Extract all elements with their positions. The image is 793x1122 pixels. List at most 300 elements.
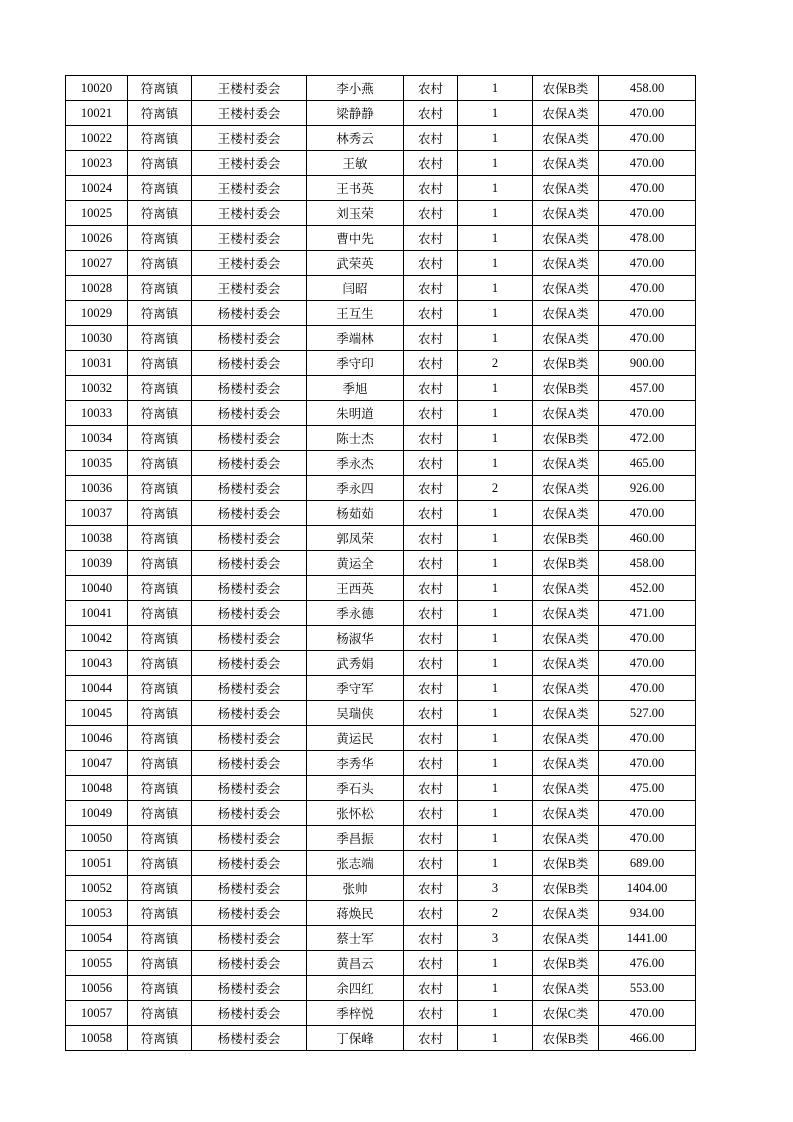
cell-village: 杨楼村委会 xyxy=(192,301,307,326)
cell-name: 陈士杰 xyxy=(307,426,404,451)
cell-count: 1 xyxy=(458,426,533,451)
benefits-table xyxy=(65,75,696,1051)
cell-amount: 466.00 xyxy=(599,1026,696,1051)
cell-category: 农村 xyxy=(404,276,458,301)
table-row xyxy=(66,251,696,276)
cell-village: 王楼村委会 xyxy=(192,201,307,226)
table-row xyxy=(66,576,696,601)
cell-insurance-class: 农保A类 xyxy=(533,176,599,201)
cell-town: 符离镇 xyxy=(128,176,192,201)
cell-village: 杨楼村委会 xyxy=(192,426,307,451)
cell-name: 张志端 xyxy=(307,851,404,876)
cell-village: 杨楼村委会 xyxy=(192,801,307,826)
cell-insurance-class: 农保A类 xyxy=(533,576,599,601)
cell-amount: 460.00 xyxy=(599,526,696,551)
cell-name: 季梓悦 xyxy=(307,1001,404,1026)
cell-count: 1 xyxy=(458,326,533,351)
cell-amount: 926.00 xyxy=(599,476,696,501)
cell-amount: 470.00 xyxy=(599,626,696,651)
cell-insurance-class: 农保A类 xyxy=(533,926,599,951)
cell-insurance-class: 农保B类 xyxy=(533,951,599,976)
table-row xyxy=(66,751,696,776)
cell-village: 杨楼村委会 xyxy=(192,751,307,776)
cell-id: 10051 xyxy=(66,851,128,876)
cell-id: 10044 xyxy=(66,676,128,701)
cell-town: 符离镇 xyxy=(128,226,192,251)
cell-name: 刘玉荣 xyxy=(307,201,404,226)
cell-village: 杨楼村委会 xyxy=(192,376,307,401)
cell-count: 1 xyxy=(458,376,533,401)
cell-town: 符离镇 xyxy=(128,326,192,351)
cell-town: 符离镇 xyxy=(128,476,192,501)
table-body xyxy=(66,76,696,1051)
cell-insurance-class: 农保A类 xyxy=(533,501,599,526)
cell-category: 农村 xyxy=(404,651,458,676)
cell-count: 1 xyxy=(458,401,533,426)
cell-id: 10022 xyxy=(66,126,128,151)
table-row xyxy=(66,901,696,926)
cell-insurance-class: 农保A类 xyxy=(533,976,599,1001)
cell-category: 农村 xyxy=(404,251,458,276)
cell-category: 农村 xyxy=(404,676,458,701)
cell-town: 符离镇 xyxy=(128,701,192,726)
cell-name: 季守军 xyxy=(307,676,404,701)
cell-insurance-class: 农保A类 xyxy=(533,651,599,676)
cell-name: 武荣英 xyxy=(307,251,404,276)
cell-insurance-class: 农保A类 xyxy=(533,326,599,351)
cell-category: 农村 xyxy=(404,776,458,801)
cell-village: 杨楼村委会 xyxy=(192,601,307,626)
cell-name: 王互生 xyxy=(307,301,404,326)
cell-village: 杨楼村委会 xyxy=(192,476,307,501)
table-row xyxy=(66,676,696,701)
cell-insurance-class: 农保A类 xyxy=(533,676,599,701)
cell-count: 1 xyxy=(458,676,533,701)
cell-name: 张怀松 xyxy=(307,801,404,826)
cell-category: 农村 xyxy=(404,926,458,951)
cell-count: 1 xyxy=(458,76,533,101)
cell-amount: 900.00 xyxy=(599,351,696,376)
cell-category: 农村 xyxy=(404,476,458,501)
cell-count: 1 xyxy=(458,501,533,526)
cell-id: 10027 xyxy=(66,251,128,276)
cell-village: 杨楼村委会 xyxy=(192,1026,307,1051)
cell-amount: 689.00 xyxy=(599,851,696,876)
cell-id: 10058 xyxy=(66,1026,128,1051)
table-row xyxy=(66,226,696,251)
table-row xyxy=(66,501,696,526)
cell-category: 农村 xyxy=(404,801,458,826)
cell-village: 王楼村委会 xyxy=(192,76,307,101)
cell-category: 农村 xyxy=(404,176,458,201)
cell-category: 农村 xyxy=(404,226,458,251)
cell-name: 蒋焕民 xyxy=(307,901,404,926)
table-row xyxy=(66,1026,696,1051)
cell-name: 季石头 xyxy=(307,776,404,801)
cell-town: 符离镇 xyxy=(128,801,192,826)
cell-insurance-class: 农保A类 xyxy=(533,101,599,126)
cell-insurance-class: 农保A类 xyxy=(533,901,599,926)
cell-name: 张帅 xyxy=(307,876,404,901)
cell-amount: 470.00 xyxy=(599,501,696,526)
cell-id: 10046 xyxy=(66,726,128,751)
cell-town: 符离镇 xyxy=(128,751,192,776)
cell-amount: 470.00 xyxy=(599,151,696,176)
cell-amount: 470.00 xyxy=(599,126,696,151)
cell-town: 符离镇 xyxy=(128,351,192,376)
cell-amount: 458.00 xyxy=(599,76,696,101)
cell-category: 农村 xyxy=(404,501,458,526)
cell-category: 农村 xyxy=(404,751,458,776)
cell-name: 余四红 xyxy=(307,976,404,1001)
cell-name: 郭凤荣 xyxy=(307,526,404,551)
cell-count: 1 xyxy=(458,726,533,751)
cell-amount: 470.00 xyxy=(599,651,696,676)
table-row xyxy=(66,301,696,326)
cell-name: 黄运民 xyxy=(307,726,404,751)
cell-name: 武秀娟 xyxy=(307,651,404,676)
cell-village: 王楼村委会 xyxy=(192,176,307,201)
cell-village: 杨楼村委会 xyxy=(192,626,307,651)
cell-insurance-class: 农保A类 xyxy=(533,151,599,176)
cell-amount: 470.00 xyxy=(599,826,696,851)
cell-category: 农村 xyxy=(404,1001,458,1026)
cell-id: 10026 xyxy=(66,226,128,251)
table-row xyxy=(66,976,696,1001)
cell-town: 符离镇 xyxy=(128,426,192,451)
cell-village: 杨楼村委会 xyxy=(192,826,307,851)
cell-count: 1 xyxy=(458,651,533,676)
cell-name: 曹中先 xyxy=(307,226,404,251)
cell-amount: 478.00 xyxy=(599,226,696,251)
cell-id: 10039 xyxy=(66,551,128,576)
cell-count: 1 xyxy=(458,151,533,176)
cell-id: 10038 xyxy=(66,526,128,551)
cell-category: 农村 xyxy=(404,151,458,176)
cell-amount: 470.00 xyxy=(599,751,696,776)
cell-amount: 1404.00 xyxy=(599,876,696,901)
table-row xyxy=(66,876,696,901)
cell-amount: 470.00 xyxy=(599,251,696,276)
cell-insurance-class: 农保B类 xyxy=(533,76,599,101)
cell-amount: 934.00 xyxy=(599,901,696,926)
cell-category: 农村 xyxy=(404,526,458,551)
table-row xyxy=(66,626,696,651)
cell-name: 季旭 xyxy=(307,376,404,401)
cell-village: 杨楼村委会 xyxy=(192,926,307,951)
cell-amount: 476.00 xyxy=(599,951,696,976)
cell-town: 符离镇 xyxy=(128,1001,192,1026)
table-row xyxy=(66,76,696,101)
cell-category: 农村 xyxy=(404,601,458,626)
cell-village: 杨楼村委会 xyxy=(192,651,307,676)
cell-town: 符离镇 xyxy=(128,76,192,101)
cell-name: 蔡士军 xyxy=(307,926,404,951)
cell-count: 1 xyxy=(458,851,533,876)
cell-town: 符离镇 xyxy=(128,651,192,676)
cell-insurance-class: 农保B类 xyxy=(533,426,599,451)
cell-category: 农村 xyxy=(404,101,458,126)
cell-count: 1 xyxy=(458,451,533,476)
table-row xyxy=(66,801,696,826)
cell-id: 10034 xyxy=(66,426,128,451)
cell-insurance-class: 农保A类 xyxy=(533,226,599,251)
cell-amount: 470.00 xyxy=(599,801,696,826)
cell-id: 10036 xyxy=(66,476,128,501)
cell-count: 1 xyxy=(458,176,533,201)
cell-name: 王书英 xyxy=(307,176,404,201)
cell-insurance-class: 农保B类 xyxy=(533,551,599,576)
cell-town: 符离镇 xyxy=(128,1026,192,1051)
cell-id: 10055 xyxy=(66,951,128,976)
cell-id: 10050 xyxy=(66,826,128,851)
cell-count: 2 xyxy=(458,901,533,926)
cell-category: 农村 xyxy=(404,1026,458,1051)
cell-amount: 471.00 xyxy=(599,601,696,626)
cell-town: 符离镇 xyxy=(128,151,192,176)
cell-town: 符离镇 xyxy=(128,251,192,276)
cell-category: 农村 xyxy=(404,126,458,151)
cell-amount: 470.00 xyxy=(599,401,696,426)
cell-village: 杨楼村委会 xyxy=(192,501,307,526)
cell-name: 林秀云 xyxy=(307,126,404,151)
cell-village: 杨楼村委会 xyxy=(192,401,307,426)
cell-id: 10033 xyxy=(66,401,128,426)
cell-count: 1 xyxy=(458,276,533,301)
cell-town: 符离镇 xyxy=(128,926,192,951)
cell-id: 10025 xyxy=(66,201,128,226)
cell-count: 1 xyxy=(458,1026,533,1051)
cell-village: 杨楼村委会 xyxy=(192,526,307,551)
cell-id: 10048 xyxy=(66,776,128,801)
cell-count: 1 xyxy=(458,776,533,801)
cell-name: 季永德 xyxy=(307,601,404,626)
cell-count: 1 xyxy=(458,201,533,226)
cell-id: 10040 xyxy=(66,576,128,601)
cell-village: 王楼村委会 xyxy=(192,251,307,276)
table-row xyxy=(66,276,696,301)
cell-category: 农村 xyxy=(404,301,458,326)
cell-amount: 527.00 xyxy=(599,701,696,726)
cell-village: 杨楼村委会 xyxy=(192,901,307,926)
cell-town: 符离镇 xyxy=(128,526,192,551)
cell-amount: 475.00 xyxy=(599,776,696,801)
table-row xyxy=(66,926,696,951)
cell-category: 农村 xyxy=(404,851,458,876)
cell-town: 符离镇 xyxy=(128,126,192,151)
cell-village: 杨楼村委会 xyxy=(192,326,307,351)
cell-village: 杨楼村委会 xyxy=(192,1001,307,1026)
table-row xyxy=(66,151,696,176)
cell-village: 杨楼村委会 xyxy=(192,676,307,701)
cell-amount: 470.00 xyxy=(599,276,696,301)
cell-id: 10028 xyxy=(66,276,128,301)
cell-name: 季守印 xyxy=(307,351,404,376)
cell-insurance-class: 农保A类 xyxy=(533,126,599,151)
table-row xyxy=(66,1001,696,1026)
table-row xyxy=(66,726,696,751)
cell-category: 农村 xyxy=(404,376,458,401)
cell-id: 10047 xyxy=(66,751,128,776)
table-row xyxy=(66,476,696,501)
cell-count: 3 xyxy=(458,876,533,901)
cell-name: 黄昌云 xyxy=(307,951,404,976)
cell-insurance-class: 农保A类 xyxy=(533,476,599,501)
cell-count: 1 xyxy=(458,976,533,1001)
cell-count: 1 xyxy=(458,551,533,576)
cell-category: 农村 xyxy=(404,451,458,476)
cell-count: 1 xyxy=(458,826,533,851)
cell-town: 符离镇 xyxy=(128,501,192,526)
cell-amount: 472.00 xyxy=(599,426,696,451)
cell-insurance-class: 农保A类 xyxy=(533,801,599,826)
cell-town: 符离镇 xyxy=(128,451,192,476)
cell-name: 黄运全 xyxy=(307,551,404,576)
cell-category: 农村 xyxy=(404,351,458,376)
cell-town: 符离镇 xyxy=(128,376,192,401)
cell-town: 符离镇 xyxy=(128,626,192,651)
table-row xyxy=(66,601,696,626)
cell-category: 农村 xyxy=(404,401,458,426)
cell-town: 符离镇 xyxy=(128,401,192,426)
cell-amount: 465.00 xyxy=(599,451,696,476)
cell-town: 符离镇 xyxy=(128,976,192,1001)
cell-village: 杨楼村委会 xyxy=(192,701,307,726)
table-row xyxy=(66,776,696,801)
cell-id: 10024 xyxy=(66,176,128,201)
cell-town: 符离镇 xyxy=(128,726,192,751)
cell-village: 杨楼村委会 xyxy=(192,351,307,376)
cell-category: 农村 xyxy=(404,551,458,576)
cell-id: 10049 xyxy=(66,801,128,826)
table-row xyxy=(66,851,696,876)
cell-id: 10057 xyxy=(66,1001,128,1026)
table-row xyxy=(66,951,696,976)
cell-category: 农村 xyxy=(404,326,458,351)
cell-village: 王楼村委会 xyxy=(192,226,307,251)
cell-town: 符离镇 xyxy=(128,201,192,226)
cell-name: 季昌振 xyxy=(307,826,404,851)
cell-id: 10021 xyxy=(66,101,128,126)
table-row xyxy=(66,351,696,376)
cell-insurance-class: 农保B类 xyxy=(533,526,599,551)
cell-name: 李秀华 xyxy=(307,751,404,776)
cell-category: 农村 xyxy=(404,701,458,726)
cell-id: 10030 xyxy=(66,326,128,351)
cell-village: 杨楼村委会 xyxy=(192,976,307,1001)
table-row xyxy=(66,401,696,426)
cell-name: 王西英 xyxy=(307,576,404,601)
cell-category: 农村 xyxy=(404,201,458,226)
cell-count: 1 xyxy=(458,626,533,651)
cell-insurance-class: 农保A类 xyxy=(533,201,599,226)
table-row xyxy=(66,701,696,726)
table-row xyxy=(66,451,696,476)
cell-name: 杨茹茹 xyxy=(307,501,404,526)
cell-count: 2 xyxy=(458,476,533,501)
cell-amount: 470.00 xyxy=(599,201,696,226)
cell-amount: 470.00 xyxy=(599,676,696,701)
cell-insurance-class: 农保A类 xyxy=(533,301,599,326)
cell-town: 符离镇 xyxy=(128,576,192,601)
cell-id: 10056 xyxy=(66,976,128,1001)
table-row xyxy=(66,376,696,401)
cell-id: 10031 xyxy=(66,351,128,376)
cell-amount: 470.00 xyxy=(599,726,696,751)
cell-insurance-class: 农保A类 xyxy=(533,751,599,776)
table-row xyxy=(66,101,696,126)
cell-count: 1 xyxy=(458,601,533,626)
cell-village: 王楼村委会 xyxy=(192,126,307,151)
cell-count: 1 xyxy=(458,126,533,151)
cell-count: 1 xyxy=(458,701,533,726)
cell-count: 3 xyxy=(458,926,533,951)
cell-id: 10054 xyxy=(66,926,128,951)
cell-id: 10042 xyxy=(66,626,128,651)
cell-id: 10035 xyxy=(66,451,128,476)
cell-insurance-class: 农保B类 xyxy=(533,851,599,876)
cell-amount: 1441.00 xyxy=(599,926,696,951)
cell-town: 符离镇 xyxy=(128,826,192,851)
cell-category: 农村 xyxy=(404,976,458,1001)
cell-town: 符离镇 xyxy=(128,676,192,701)
cell-insurance-class: 农保A类 xyxy=(533,251,599,276)
cell-village: 王楼村委会 xyxy=(192,151,307,176)
cell-amount: 553.00 xyxy=(599,976,696,1001)
cell-town: 符离镇 xyxy=(128,901,192,926)
cell-count: 1 xyxy=(458,301,533,326)
cell-town: 符离镇 xyxy=(128,951,192,976)
cell-village: 杨楼村委会 xyxy=(192,776,307,801)
cell-insurance-class: 农保B类 xyxy=(533,1026,599,1051)
cell-category: 农村 xyxy=(404,901,458,926)
cell-id: 10045 xyxy=(66,701,128,726)
cell-count: 1 xyxy=(458,951,533,976)
cell-insurance-class: 农保A类 xyxy=(533,451,599,476)
cell-count: 1 xyxy=(458,751,533,776)
cell-id: 10037 xyxy=(66,501,128,526)
cell-id: 10020 xyxy=(66,76,128,101)
table-row xyxy=(66,826,696,851)
cell-amount: 452.00 xyxy=(599,576,696,601)
cell-id: 10032 xyxy=(66,376,128,401)
cell-insurance-class: 农保A类 xyxy=(533,826,599,851)
cell-village: 王楼村委会 xyxy=(192,101,307,126)
cell-village: 杨楼村委会 xyxy=(192,726,307,751)
cell-count: 1 xyxy=(458,801,533,826)
cell-name: 季永杰 xyxy=(307,451,404,476)
cell-id: 10053 xyxy=(66,901,128,926)
cell-village: 杨楼村委会 xyxy=(192,876,307,901)
table-row xyxy=(66,176,696,201)
cell-village: 杨楼村委会 xyxy=(192,951,307,976)
table-row xyxy=(66,426,696,451)
cell-category: 农村 xyxy=(404,726,458,751)
cell-town: 符离镇 xyxy=(128,301,192,326)
cell-town: 符离镇 xyxy=(128,776,192,801)
cell-town: 符离镇 xyxy=(128,551,192,576)
cell-name: 李小燕 xyxy=(307,76,404,101)
cell-count: 1 xyxy=(458,226,533,251)
cell-insurance-class: 农保A类 xyxy=(533,776,599,801)
table-row xyxy=(66,201,696,226)
cell-id: 10023 xyxy=(66,151,128,176)
cell-id: 10052 xyxy=(66,876,128,901)
cell-name: 梁静静 xyxy=(307,101,404,126)
cell-count: 1 xyxy=(458,101,533,126)
cell-insurance-class: 农保A类 xyxy=(533,401,599,426)
cell-insurance-class: 农保A类 xyxy=(533,601,599,626)
